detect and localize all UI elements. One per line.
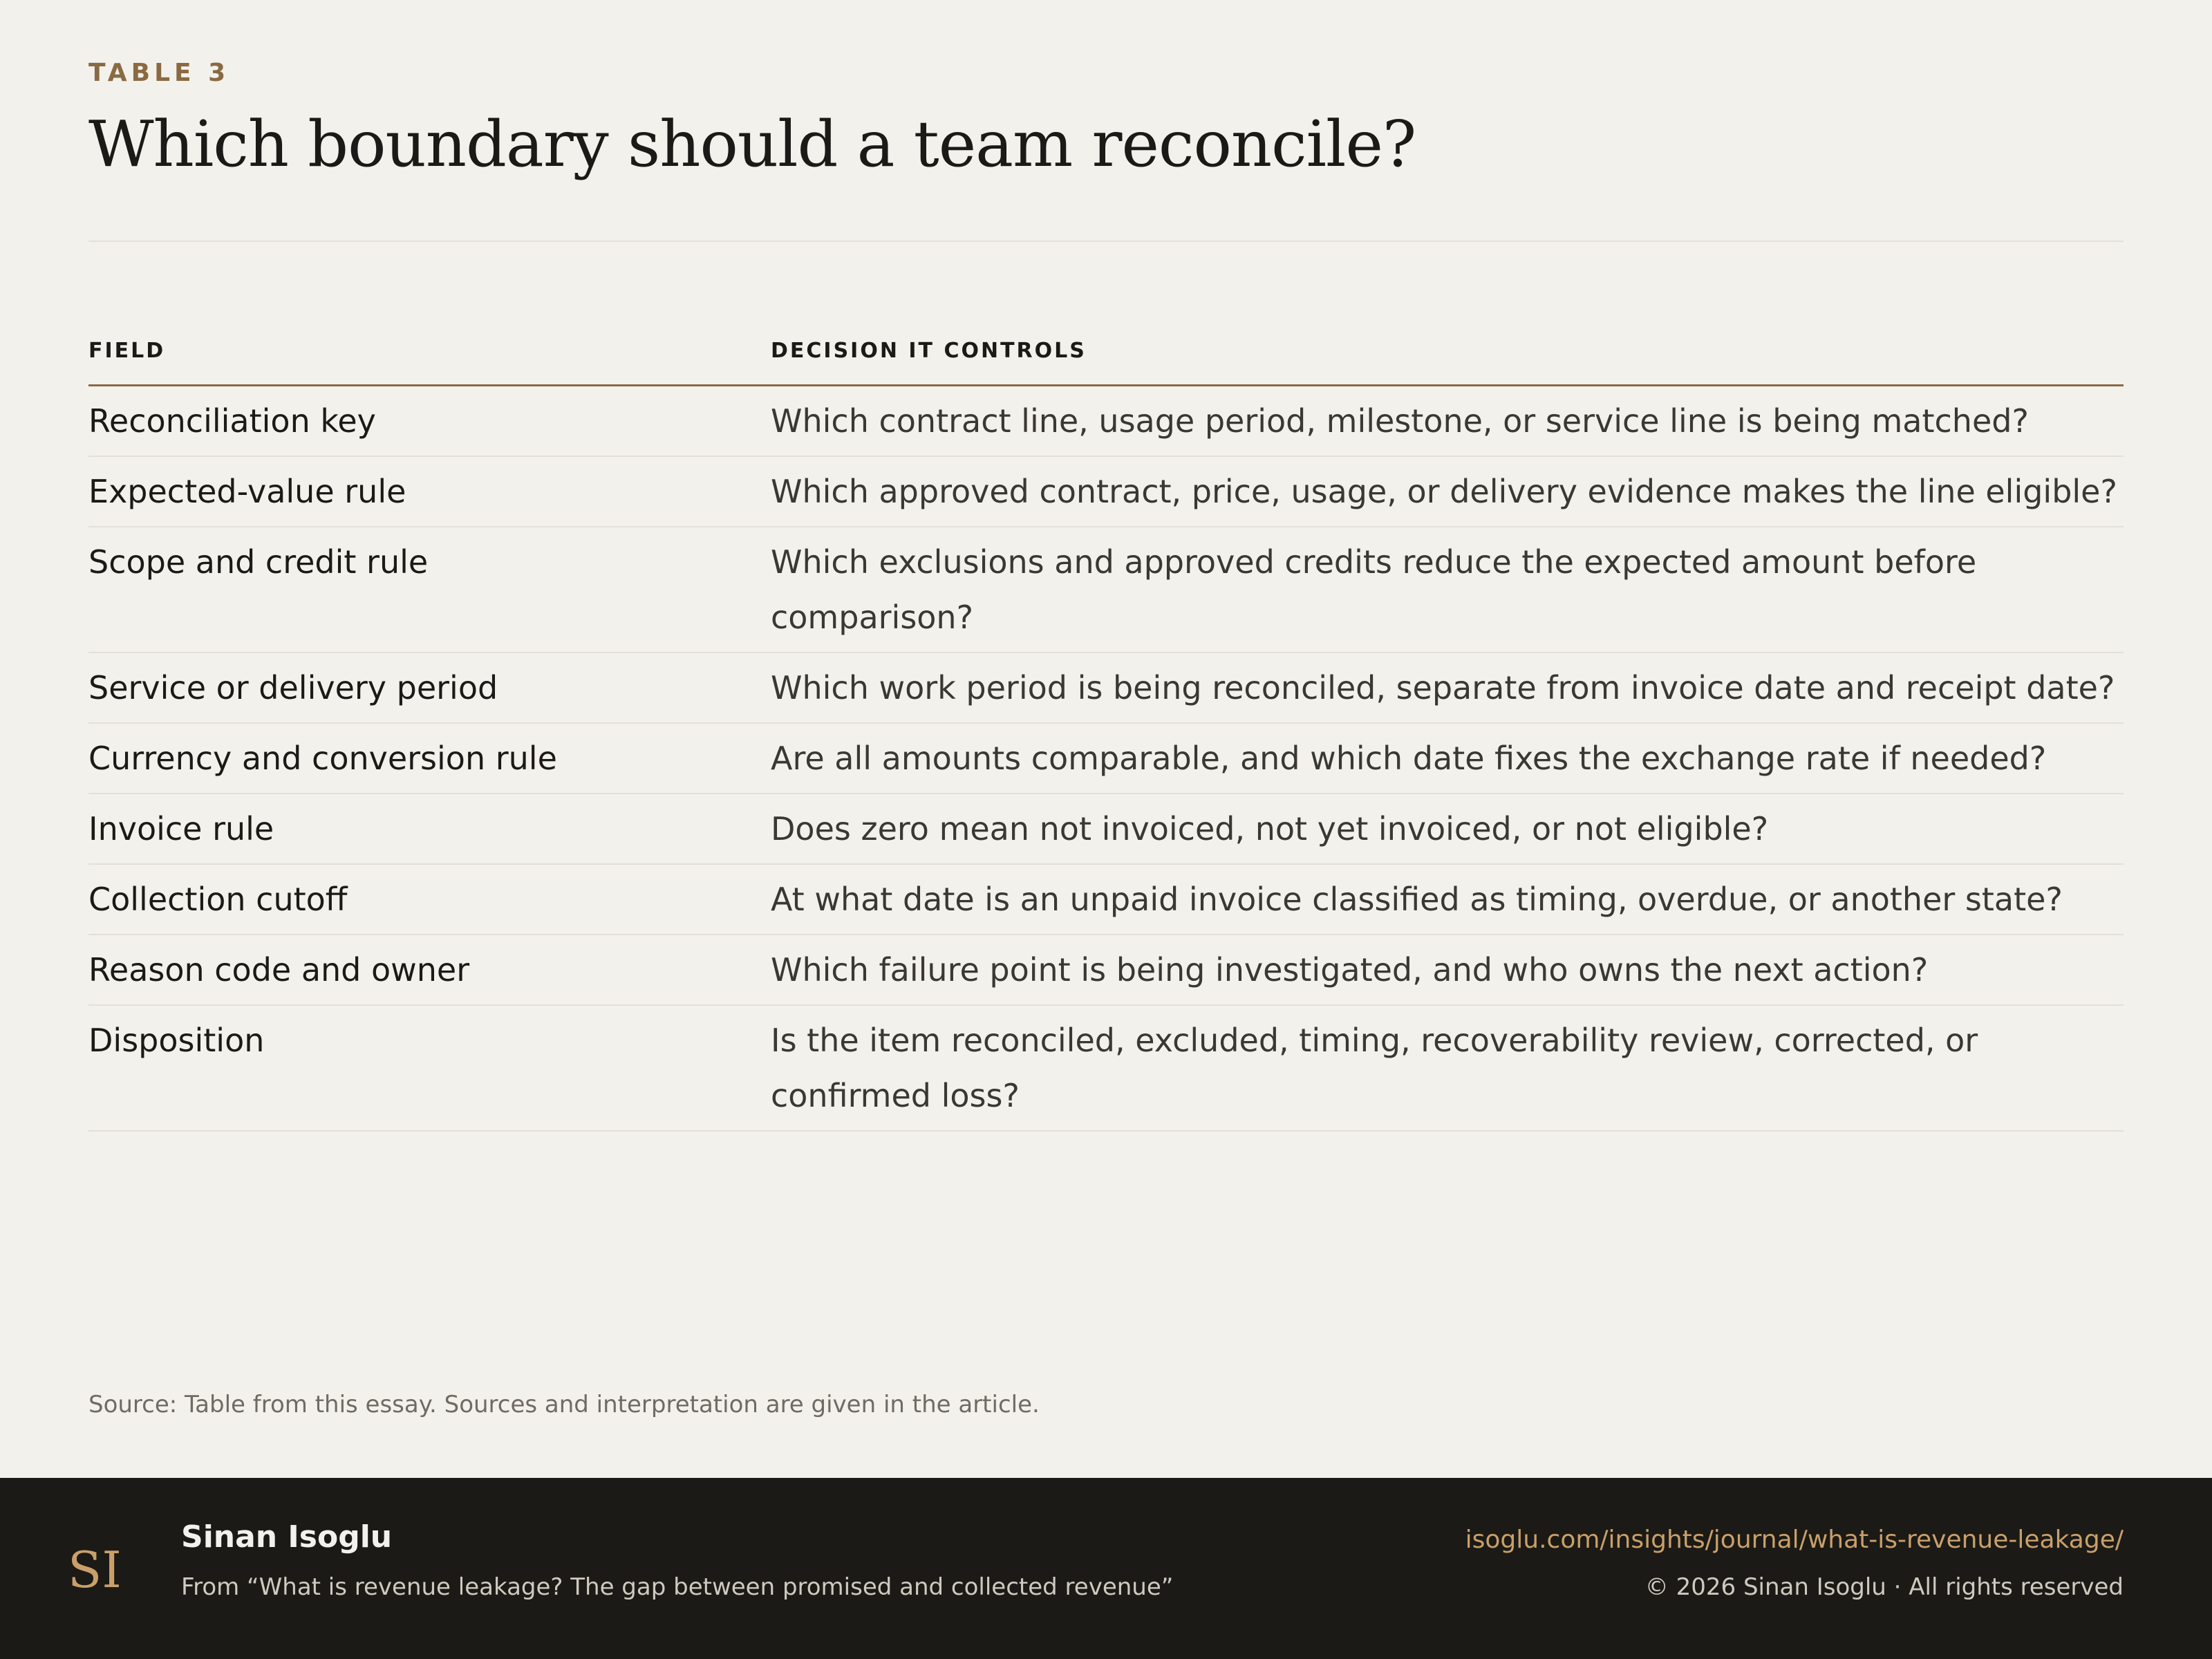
decision-cell: Which exclusions and approved credits reduce the expected amount before comparison? <box>771 527 2124 653</box>
article-link[interactable]: isoglu.com/insights/journal/what-is-revenue-leakage/ <box>1465 1526 2124 1554</box>
decision-cell: Which approved contract, price, usage, or delivery evidence makes the line eligible? <box>771 456 2124 527</box>
field-cell: Reconciliation key <box>88 386 771 457</box>
footer-bar <box>0 1478 2212 1659</box>
table-row <box>88 935 2124 1005</box>
table-row <box>88 527 2124 653</box>
page-title: Which boundary should a team reconcile? <box>88 107 1416 181</box>
table-eyebrow: TABLE 3 <box>88 59 230 87</box>
field-cell: Currency and conversion rule <box>88 723 771 794</box>
source-note: Source: Table from this essay. Sources and interpretation are given in the article. <box>88 1391 1040 1418</box>
table-row <box>88 653 2124 723</box>
table-row <box>88 386 2124 457</box>
table-row <box>88 723 2124 794</box>
title-divider <box>88 241 2124 242</box>
field-cell: Scope and credit rule <box>88 527 771 653</box>
field-cell: Invoice rule <box>88 794 771 864</box>
field-cell: Disposition <box>88 1005 771 1131</box>
boundary-table <box>88 339 2124 1132</box>
si-monogram-logo <box>64 1537 122 1600</box>
decision-cell: Is the item reconciled, excluded, timing, recoverability review, corrected, or confirmed loss? <box>771 1005 2124 1131</box>
article-reference: From “What is revenue leakage? The gap between promised and collected revenue” <box>181 1573 1174 1601</box>
table-row <box>88 864 2124 935</box>
field-cell: Collection cutoff <box>88 864 771 935</box>
decision-cell: Are all amounts comparable, and which date fixes the exchange rate if needed? <box>771 723 2124 794</box>
decision-cell: At what date is an unpaid invoice classified as timing, overdue, or another state? <box>771 864 2124 935</box>
field-cell: Service or delivery period <box>88 653 771 723</box>
article-table-figure <box>88 55 2124 1114</box>
decision-cell: Which contract line, usage period, milestone, or service line is being matched? <box>771 386 2124 457</box>
decision-cell: Does zero mean not invoiced, not yet invoiced, or not eligible? <box>771 794 2124 864</box>
copyright-notice: © 2026 Sinan Isoglu · All rights reserved <box>1644 1573 2124 1601</box>
field-cell: Reason code and owner <box>88 935 771 1005</box>
decision-cell: Which failure point is being investigated, and who owns the next action? <box>771 935 2124 1005</box>
decision-cell: Which work period is being reconciled, separate from invoice date and receipt date? <box>771 653 2124 723</box>
table-header-row <box>88 339 2124 386</box>
logo-letters: SI <box>68 1541 122 1599</box>
table-row <box>88 456 2124 527</box>
column-header-field: FIELD <box>88 339 771 386</box>
table-row <box>88 794 2124 864</box>
column-header-decision: DECISION IT CONTROLS <box>771 339 2124 386</box>
author-name: Sinan Isoglu <box>181 1519 393 1555</box>
table-row <box>88 1005 2124 1131</box>
field-cell: Expected-value rule <box>88 456 771 527</box>
